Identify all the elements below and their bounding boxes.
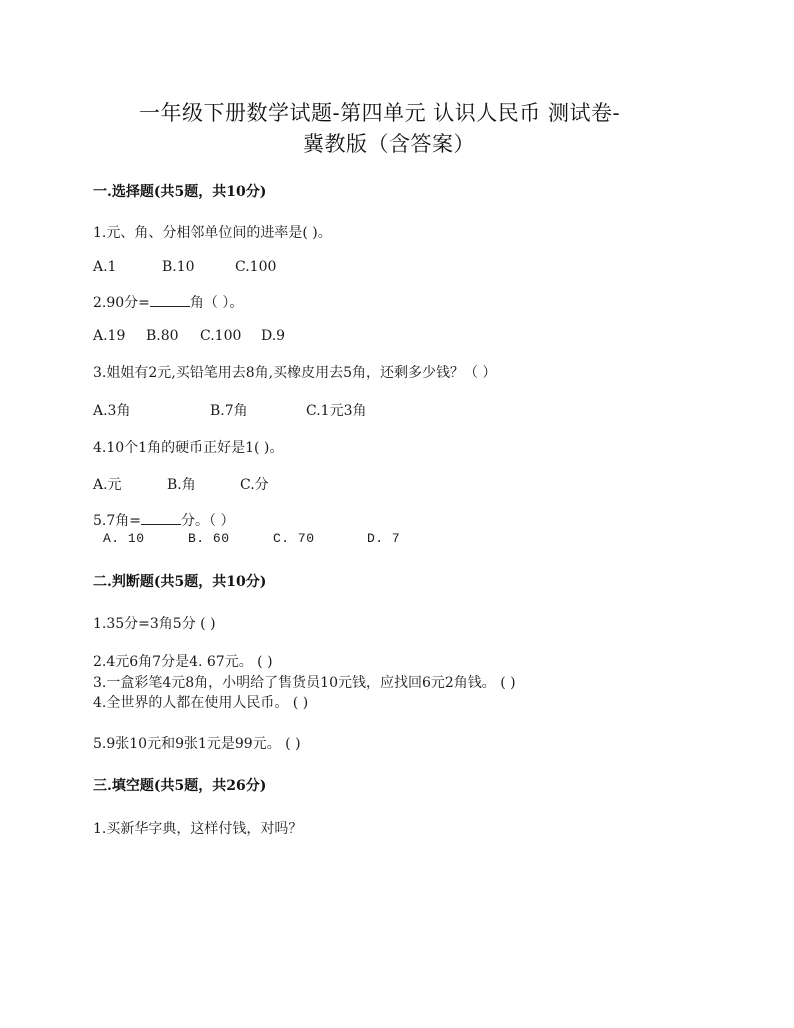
question-2-1: 1.35分=3角5分 ( )	[93, 616, 216, 632]
option-d: D.9	[261, 328, 286, 344]
option-a: A.1	[93, 259, 117, 275]
section-heading-choice: 一.选择题(共5题，共10分)	[93, 184, 267, 200]
option-c: C.100	[235, 259, 277, 275]
question-1-4: 4.10个1角的硬币正好是1( )。	[93, 440, 284, 456]
option-a: A.元	[93, 477, 122, 493]
section-heading-fill: 三.填空题(共5题，共26分)	[93, 778, 267, 794]
option-a: A.19	[93, 328, 126, 344]
option-a: A. 10	[103, 531, 145, 546]
question-1-5	[93, 510, 234, 530]
page-title-line2: 冀教版（含答案）	[303, 132, 475, 156]
page-title-line1: 一年级下册数学试题-第四单元 认识人民币 测试卷-	[139, 101, 621, 125]
option-c: C. 70	[273, 531, 315, 546]
option-b: B.7角	[210, 403, 248, 419]
question-1-1: 1.元、角、分相邻单位间的进率是( )。	[93, 225, 332, 241]
section-heading-judgement: 二.判断题(共5题，共10分)	[93, 574, 267, 590]
option-b: B. 60	[188, 531, 230, 546]
question-2-2: 2.4元6角7分是4. 67元。 ( )	[93, 654, 273, 670]
answer-blank	[150, 292, 190, 307]
question-1-2-before: 2.90分=	[93, 295, 150, 311]
question-1-2	[93, 292, 243, 312]
option-d: D. 7	[367, 531, 401, 546]
option-c: C.分	[240, 477, 269, 493]
question-2-3: 3.一盒彩笔4元8角，小明给了售货员10元钱，应找回6元2角钱。 ( )	[93, 675, 516, 691]
option-b: B.10	[162, 259, 195, 275]
option-b: B.角	[167, 477, 196, 493]
option-c: C.1元3角	[306, 403, 367, 419]
question-1-2-after: 角（ ）。	[189, 295, 244, 311]
answer-blank	[141, 510, 181, 525]
question-1-5-after: 分。（ ）	[181, 513, 235, 529]
option-b: B.80	[146, 328, 179, 344]
option-c: C.100	[200, 328, 242, 344]
question-2-5: 5.9张10元和9张1元是99元。 ( )	[93, 736, 301, 752]
question-3-1: 1.买新华字典，这样付钱，对吗？	[93, 821, 303, 837]
question-1-3: 3.姐姐有2元,买铅笔用去8角,买橡皮用去5角，还剩多少钱？（ ）	[93, 365, 497, 381]
option-a: A.3角	[93, 403, 131, 419]
question-1-5-before: 5.7角=	[93, 513, 141, 529]
question-2-4: 4.全世界的人都在使用人民币。 ( )	[93, 695, 309, 711]
